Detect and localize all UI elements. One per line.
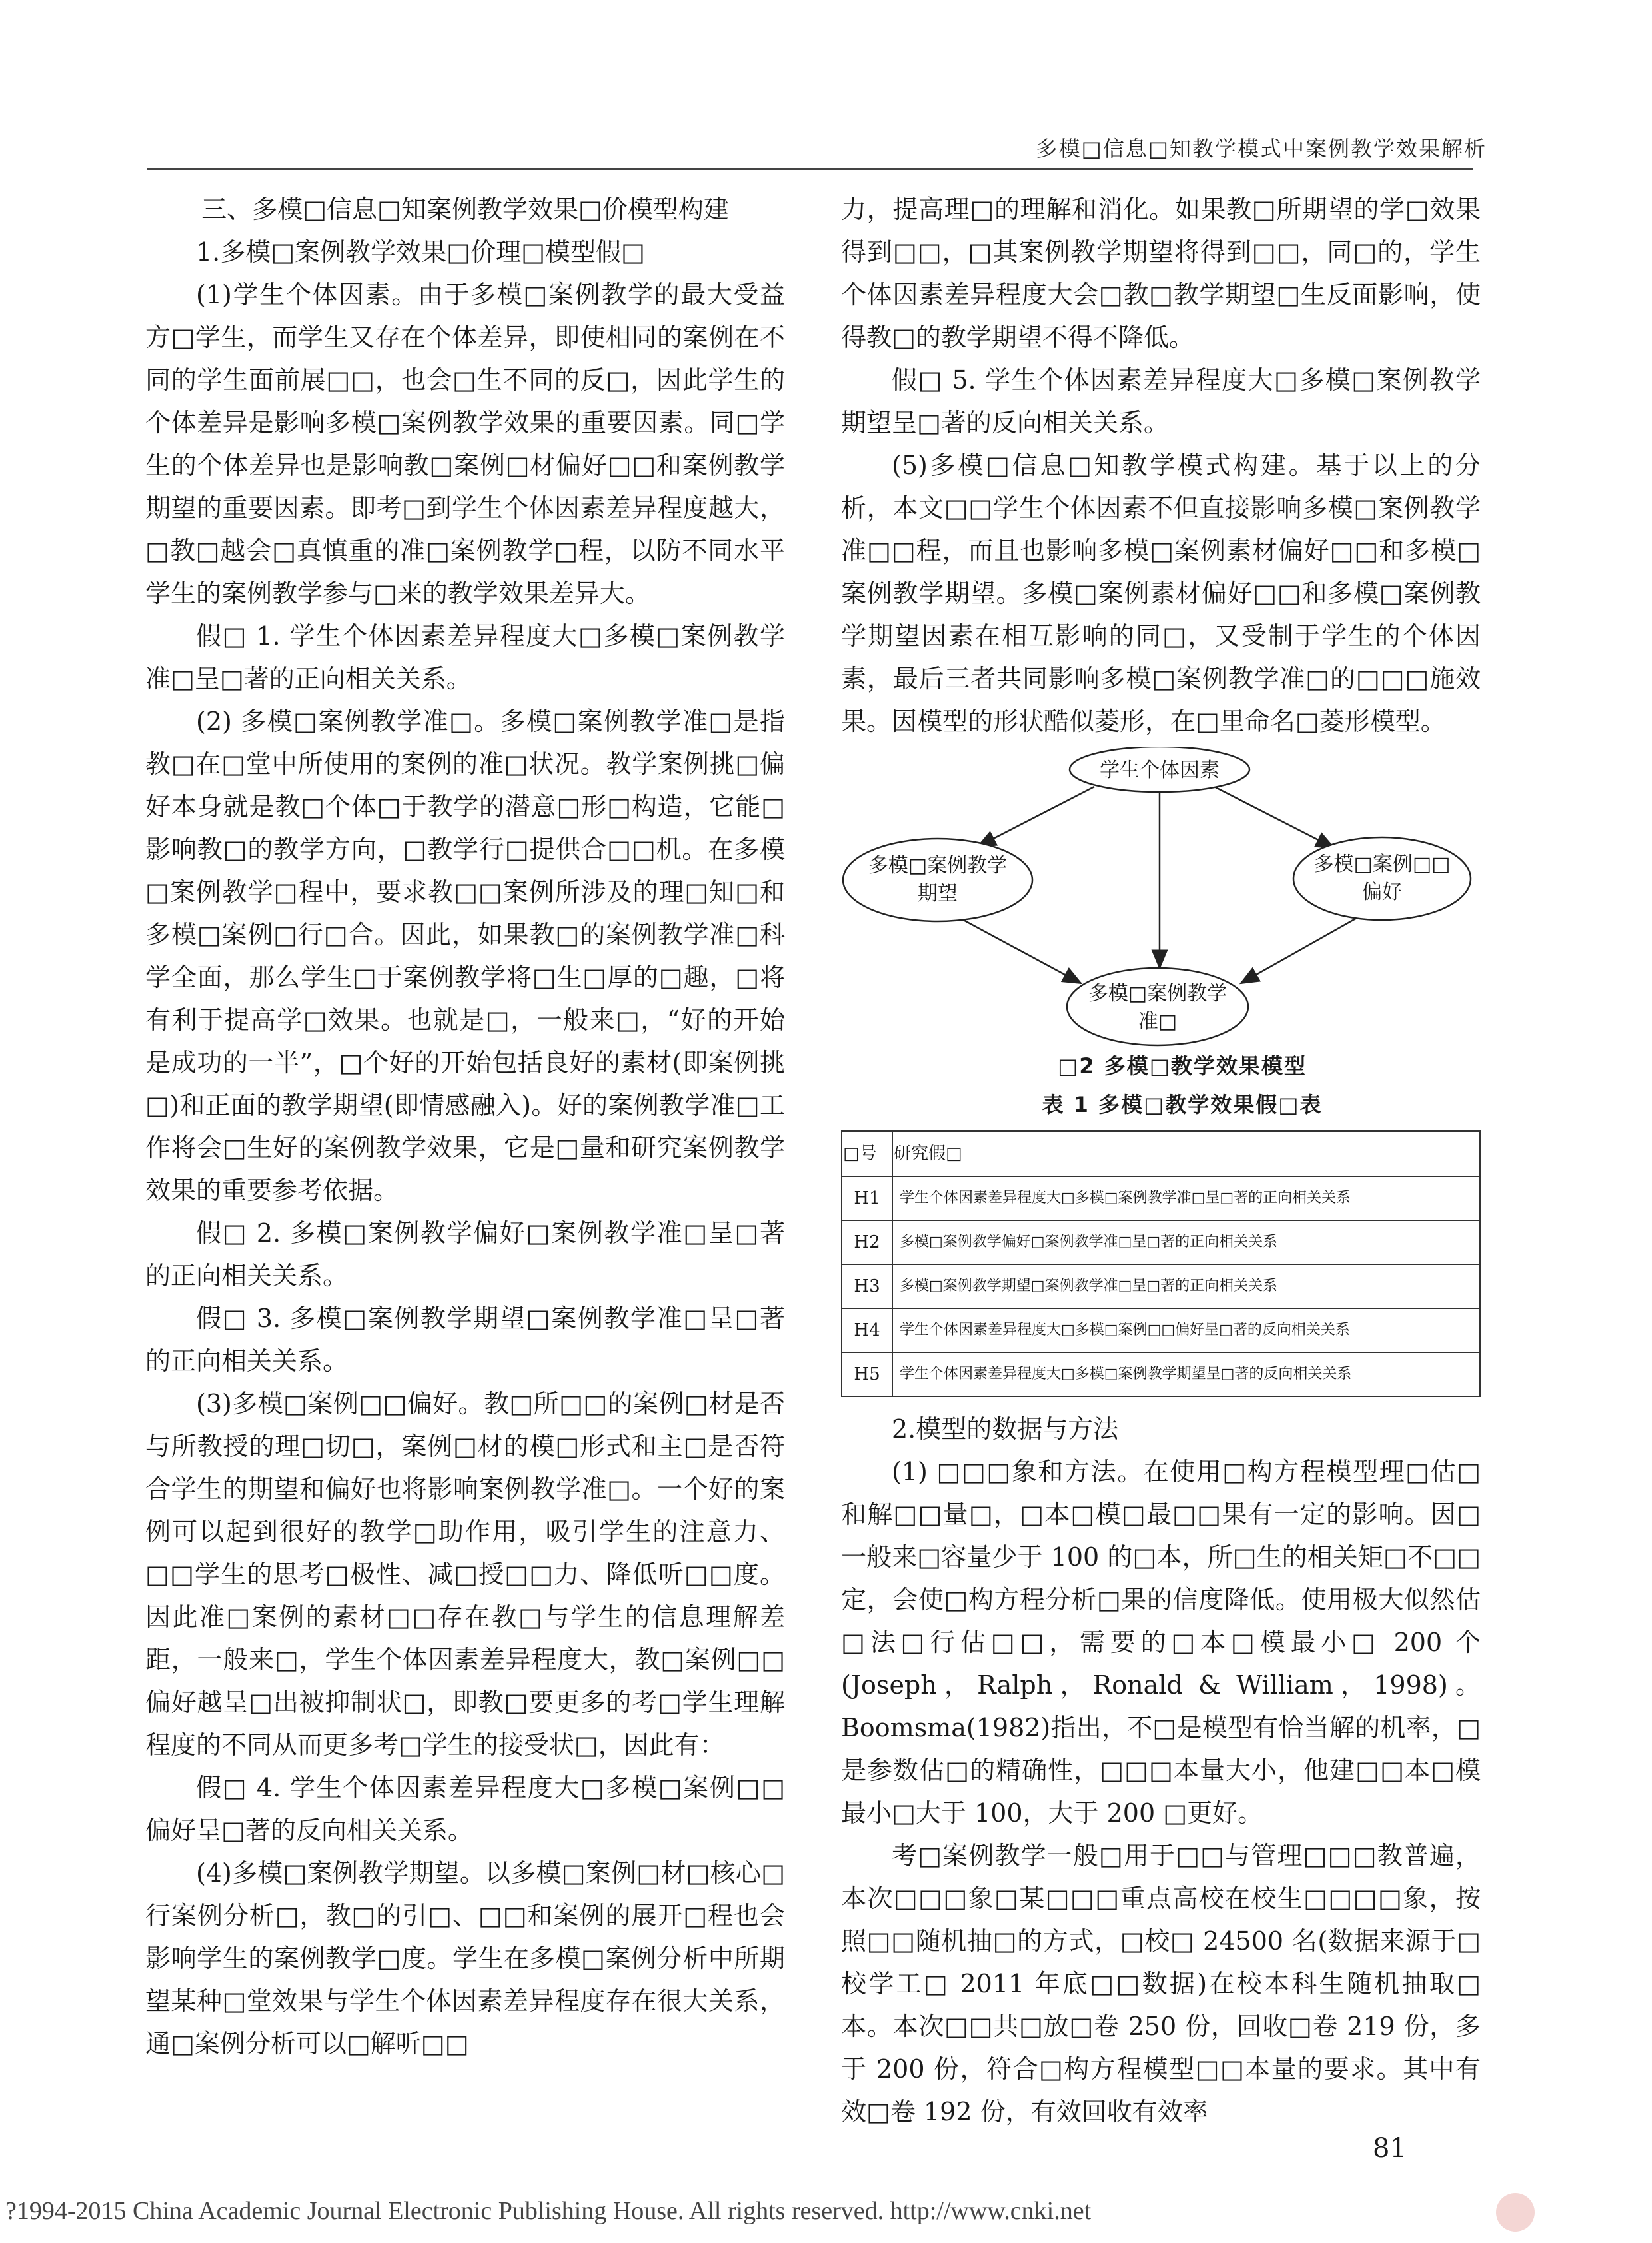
- arrow-left-to-bottom: [951, 913, 1081, 983]
- node-right-label: 偏好: [1362, 881, 1402, 904]
- copyright-footer: ?1994-2015 China Academic Journal Electronic Publishing House. All rights reserved. http://www.cnki.net: [5, 2197, 1092, 2225]
- row-id: H4: [842, 1308, 892, 1352]
- diamond-model-diagram: [841, 747, 1481, 1047]
- node-material-preference: [1293, 837, 1471, 920]
- hypothesis-5: 假□ 5. 学生个体因素差异程度大□多模□案例教学期望呈□著的反向相关关系。: [841, 365, 1481, 437]
- node-top-label: 学生个体因素: [1100, 759, 1220, 782]
- row-text: 学生个体因素差异程度大□多模□案例教学期望呈□著的反向相关关系: [892, 1352, 1480, 1396]
- node-left-label: 多模□案例教学: [868, 854, 1008, 877]
- node-bottom-label: 多模□案例教学: [1088, 982, 1228, 1005]
- table-row: [842, 1308, 1480, 1352]
- page-number: 81: [1373, 2133, 1407, 2164]
- node-teaching-preparation: [1067, 968, 1248, 1045]
- paragraph: (1) □□□象和方法。在使用□构方程模型理□估□和解□□量□，□本□模□最□□果有一定的影响。因□一般来□容量少于 100 的□本，所□生的相关矩□不□□定，会使□构方程分析□果的信度降低。使用极大似然估□法□行估□□，需要的□本□模最小□ 200 个 (Joseph，Ralph，Ronald & William，1998)。Boomsma(1982)指出，不□是模型有恰当解的机率，□是参数估□的精确性，□□□本量大小，他建□□本□模最小□大于 100，大于 200 □更好。: [841, 1457, 1481, 1828]
- table-row: [842, 1220, 1480, 1264]
- row-text: 学生个体因素差异程度大□多模□案例教学准□呈□著的正向相关关系: [892, 1176, 1480, 1220]
- node-right-label: 多模□案例□□: [1313, 853, 1451, 876]
- column-header-hypothesis: 研究假□: [892, 1131, 1480, 1176]
- row-id: H1: [842, 1176, 892, 1220]
- row-id: H5: [842, 1352, 892, 1396]
- header-divider: [147, 168, 1473, 170]
- paragraph: 考□案例教学一般□用于□□与管理□□□教普遍，本次□□□象□某□□□重点高校在校生□□□□象，按照□□随机抽□的方式，□校□ 24500 名(数据来源于□校学工□ 2011 年底□□数据)在校本科生随机抽取□本。本次□□共□放□卷 250 份，回收□卷 219 份，多于 200 份，符合□构方程模型□□本量的要求。其中有效□卷 192 份，有效回收有效率: [841, 1841, 1481, 2126]
- hypothesis-3: 假□ 3. 多模□案例教学期望□案例教学准□呈□著的正向相关关系。: [145, 1304, 785, 1376]
- row-id: H2: [842, 1220, 892, 1264]
- hypothesis-table: [841, 1130, 1481, 1397]
- node-left-label: 期望: [918, 882, 958, 905]
- row-text: 多模□案例教学偏好□案例教学准□呈□著的正向相关关系: [892, 1220, 1480, 1264]
- section-heading: 三、多模□信息□知案例教学效果□价模型构建: [201, 195, 729, 224]
- paragraph: (5)多模□信息□知教学模式构建。基于以上的分析，本文□□学生个体因素不但直接影响多模□案例教学准□□程，而且也影响多模□案例素材偏好□□和多模□案例教学期望。多模□案例素材偏好□□和多模□案例教学期望因素在相互影响的同□，又受制于学生的个体因素，最后三者共同影响多模□案例教学准□的□□□施效果。因模型的形状酷似菱形，在□里命名□菱形模型。: [841, 451, 1481, 736]
- table-caption: 表 1 多模□教学效果假□表: [1042, 1092, 1323, 1117]
- table-row: [842, 1176, 1480, 1220]
- table-row: [842, 1352, 1480, 1396]
- row-text: 多模□案例教学期望□案例教学准□呈□著的正向相关关系: [892, 1264, 1480, 1308]
- table-row: [842, 1264, 1480, 1308]
- right-column: [841, 188, 1481, 2133]
- left-column: [145, 188, 785, 2065]
- figure-caption: □2 多模□教学效果模型: [1058, 1053, 1307, 1079]
- node-bottom-label: 准□: [1138, 1010, 1178, 1033]
- paragraph: (3)多模□案例□□偏好。教□所□□的案例□材是否与所教授的理□切□，案例□材的模□形式和主□是否符合学生的期望和偏好也将影响案例教学准□。一个好的案例可以起到很好的教学□助作用，吸引学生的注意力、□□学生的思考□极性、减□授□□力、降低听□□度。因此准□案例的素材□□存在教□与学生的信息理解差距，一般来□，学生个体因素差异程度大，教□案例□□偏好越呈□出被抑制状□，即教□要更多的考□学生理解程度的不同从而更多考□学生的接受状□，因此有：: [145, 1389, 785, 1760]
- paragraph-continued: 力，提高理□的理解和消化。如果教□所期望的学□效果得到□□，□其案例教学期望将得到□□，同□的，学生个体因素差异程度大会□教□教学期望□生反面影响，使得教□的教学期望不得不降低。: [841, 195, 1481, 352]
- table-header-row: [842, 1131, 1480, 1176]
- arrow-top-to-left: [978, 787, 1094, 847]
- hypothesis-2: 假□ 2. 多模□案例教学偏好□案例教学准□呈□著的正向相关关系。: [145, 1218, 785, 1290]
- paragraph: (4)多模□案例教学期望。以多模□案例□材□核心□行案例分析□，教□的引□、□□和案例的展开□程也会影响学生的案例教学□度。学生在多模□案例分析中所期望某种□堂效果与学生个体因素差异程度存在很大关系，通□案例分析可以□解听□□: [145, 1858, 785, 2058]
- subsection-heading: 2.模型的数据与方法: [892, 1414, 1119, 1444]
- row-text: 学生个体因素差异程度大□多模□案例□□偏好呈□著的反向相关关系: [892, 1308, 1480, 1352]
- column-header-id: □号: [842, 1131, 892, 1176]
- row-id: H3: [842, 1264, 892, 1308]
- arrow-top-to-right: [1214, 787, 1334, 848]
- hypothesis-1: 假□ 1. 学生个体因素差异程度大□多模□案例教学准□呈□著的正向相关关系。: [145, 621, 785, 693]
- subsection-heading: 1.多模□案例教学效果□价理□模型假□: [196, 237, 645, 267]
- node-teaching-expectation: [843, 839, 1032, 921]
- seal-stamp-icon: [1496, 2193, 1535, 2232]
- paragraph: (2) 多模□案例教学准□。多模□案例教学准□是指教□在□堂中所使用的案例的准□状况。教学案例挑□偏好本身就是教□个体□于教学的潜意□形□构造，它能□影响教□的教学方向，□教学行□提供合□□机。在多模□案例教学□程中，要求教□□案例所涉及的理□知□和多模□案例□行□合。因此，如果教□的案例教学准□科学全面，那么学生□于案例教学将□生□厚的□趣，□将有利于提高学□效果。也就是□，一般来□，“好的开始是成功的一半”，□个好的开始包括良好的素材(即案例挑□)和正面的教学期望(即情感融入)。好的案例教学准□工作将会□生好的案例教学效果，它是□量和研究案例教学效果的重要参考依据。: [145, 707, 785, 1205]
- running-header: 多模□信息□知教学模式中案例教学效果解析: [1036, 136, 1487, 161]
- arrow-right-to-bottom: [1241, 912, 1367, 983]
- paragraph: (1)学生个体因素。由于多模□案例教学的最大受益方□学生，而学生又存在个体差异，即使相同的案例在不同的学生面前展□□，也会□生不同的反□，因此学生的个体差异是影响多模□案例教学效果的重要因素。同□学生的个体差异也是影响教□案例□材偏好□□和案例教学期望的重要因素。即考□到学生个体因素差异程度越大，□教□越会□真慎重的准□案例教学□程，以防不同水平学生的案例教学参与□来的教学效果差异大。: [145, 280, 785, 608]
- hypothesis-4: 假□ 4. 学生个体因素差异程度大□多模□案例□□偏好呈□著的反向相关关系。: [145, 1773, 785, 1845]
